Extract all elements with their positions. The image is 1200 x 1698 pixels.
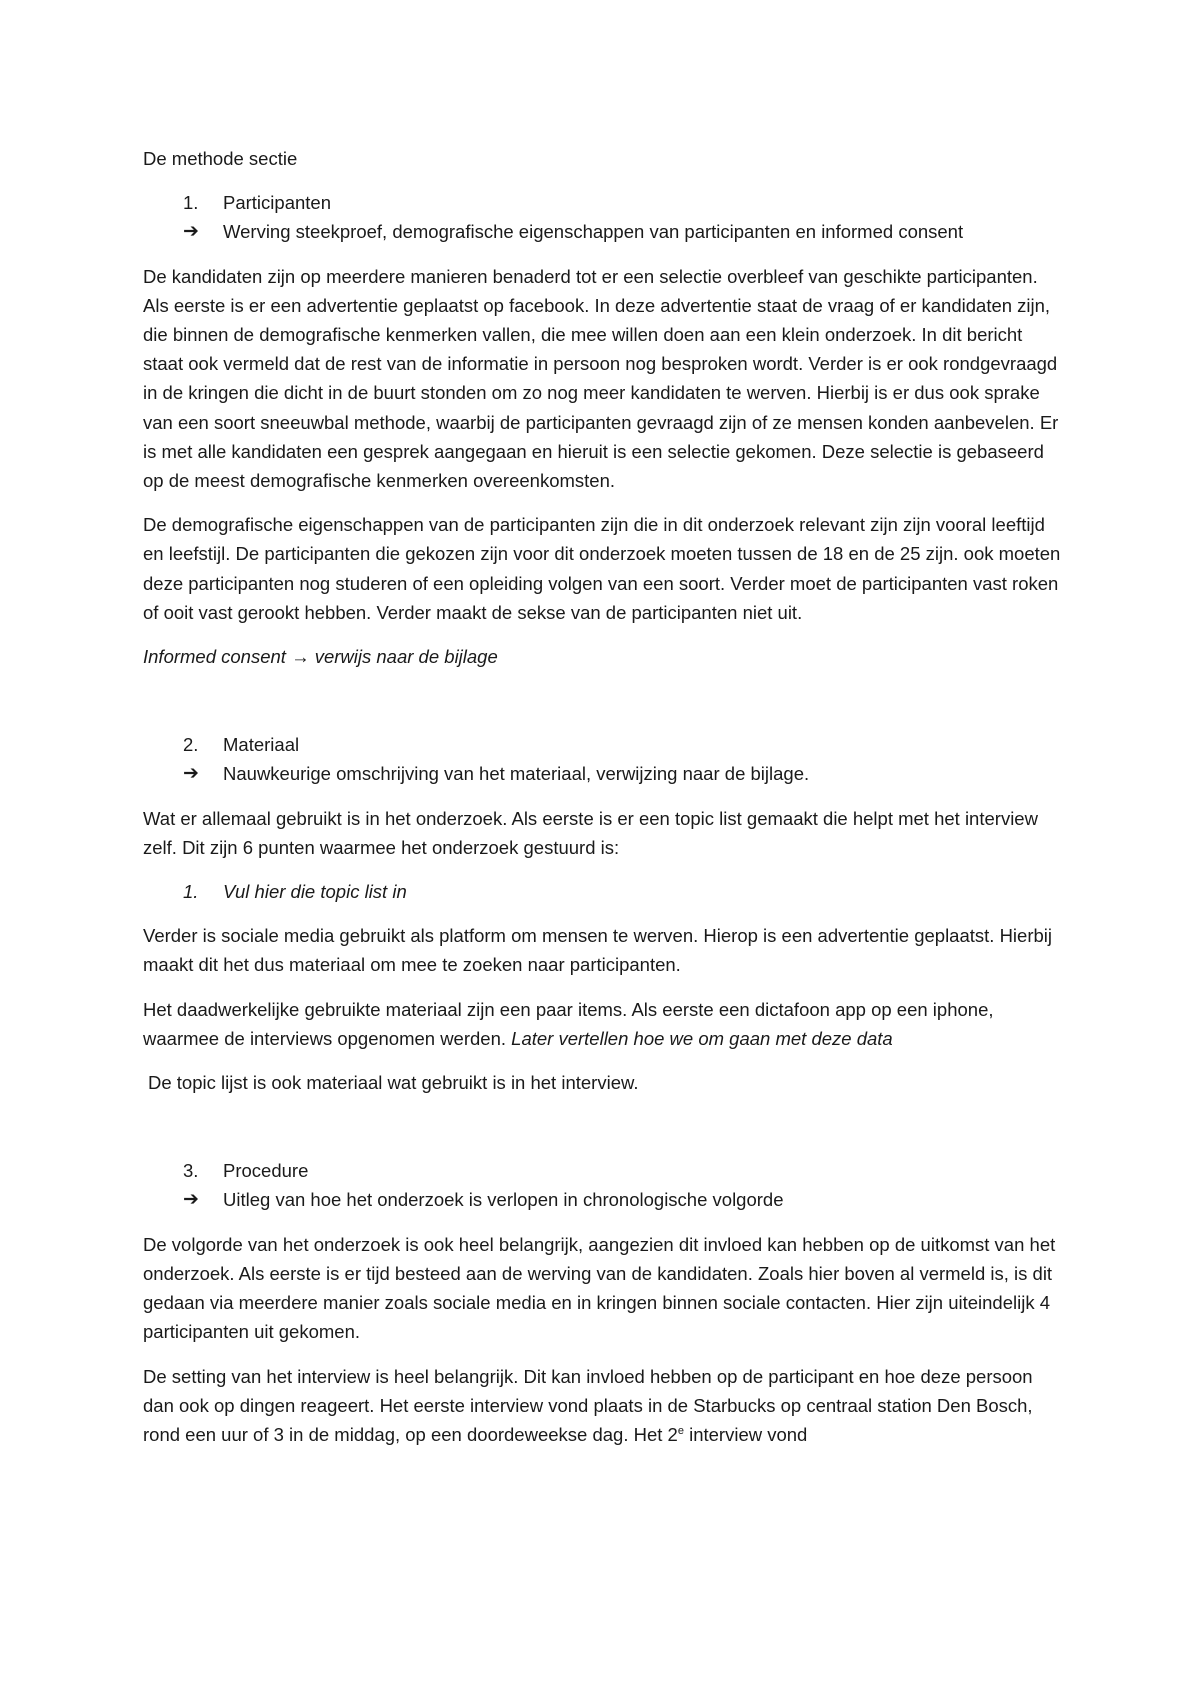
paragraph: De kandidaten zijn op meerdere manieren benaderd tot er een selectie overbleef van geschikte participanten. Als eerste is er een advertentie geplaatst op facebook. In deze advertentie staat de vraag of er kandidaten zijn, die binnen de demografische kenmerken vallen, die mee willen doen aan een klein onderzoek. In dit bericht staat ook vermeld dat de rest van de informatie in persoon nog besproken wordt. Verder is er ook rondgevraagd in de kringen die dicht in de buurt stonden om zo nog meer kandidaten te werven. Hierbij is er dus ook sprake van een soort sneeuwbal methode, waarbij de participanten gevraagd zijn of ze mensen konden aanbevelen. Er is met alle kandidaten een gesprek aangegaan en hieruit is een selectie gekomen. Deze selectie is gebaseerd op de meest demografische kenmerken overeenkomsten. [143, 265, 1059, 492]
section-heading-text: Procedure [223, 1160, 309, 1182]
paragraph [143, 1362, 1063, 1450]
superscript: e [677, 1424, 684, 1437]
section-heading-participanten [143, 188, 1063, 217]
paragraph-text-end: interview vond [683, 1423, 808, 1445]
spacer [143, 686, 1063, 730]
arrow-icon: ➔ [183, 763, 199, 785]
section-heading-text: Participanten [223, 192, 331, 214]
section-title: De methode sectie [143, 148, 298, 169]
paragraph: De volgorde van het onderzoek is ook heel belangrijk, aangezien dit invloed kan hebben op de uitkomst van het onderzoek. Als eerste is er tijd besteed aan de werving van de kandidaten. Zoals hier boven al vermeld is, is dit gedaan via meerdere manier zoals sociale media en in kringen binnen sociale contacten. Hier zijn uiteindelijk 4 participanten uit gekomen. [143, 1233, 1056, 1343]
section-number: 3. [183, 1160, 199, 1182]
paragraph-text: Het daadwerkelijke gebruikte materiaal zijn een paar items. Als eerste een dictafoon app op een iphone, waarmee de interviews opgenomen werden. [143, 998, 994, 1049]
subheading-text: Uitleg van hoe het onderzoek is verlopen in chronologische volgorde [223, 1189, 784, 1211]
section-number: 1. [183, 192, 199, 214]
paragraph [143, 995, 1063, 1053]
paragraph: Verder is sociale media gebruikt als platform om mensen te werven. Hierop is een advertentie geplaatst. Hierbij maakt dit het dus materiaal om mee te zoeken naar participanten. [143, 925, 1053, 976]
document-body [143, 144, 1063, 1464]
section-subheading [143, 759, 1063, 788]
section-heading-materiaal [143, 730, 1063, 759]
list-number: 1. [183, 881, 199, 903]
italic-note: Later vertellen hoe we om gaan met deze data [511, 1027, 893, 1049]
list-item-text: Vul hier die topic list in [223, 881, 407, 903]
paragraph: De topic lijst is ook materiaal wat gebruikt is in het interview. [148, 1072, 639, 1094]
subheading-text: Nauwkeurige omschrijving van het materiaal, verwijzing naar de bijlage. [223, 763, 810, 785]
topic-list-item [143, 877, 1063, 906]
paragraph-text: De setting van het interview is heel belangrijk. Dit kan invloed hebben op de participant en hoe deze persoon dan ook op dingen reageert. Het eerste interview vond plaats in de Starbucks op centraal station Den Bosch, rond een uur of 3 in de middag, op een doordeweekse dag. Het 2 [143, 1365, 1033, 1445]
arrow-icon: ➔ [183, 221, 199, 243]
paragraph: Wat er allemaal gebruikt is in het onderzoek. Als eerste is er een topic list gemaakt die helpt met het interview zelf. Dit zijn 6 punten waarmee het onderzoek gestuurd is: [143, 807, 1038, 858]
section-subheading [143, 1185, 1063, 1214]
spacer [143, 1112, 1063, 1156]
section-heading-procedure [143, 1156, 1063, 1185]
section-number: 2. [183, 734, 199, 756]
arrow-icon: ➔ [183, 1189, 199, 1211]
paragraph: De demografische eigenschappen van de participanten zijn die in dit onderzoek relevant zijn zijn vooral leeftijd en leefstijl. De participanten die gekozen zijn voor dit onderzoek moeten tussen de 18 en de 25 zijn. ook moeten deze participanten nog studeren of een opleiding volgen van een soort. Verder moet de participanten vast roken of ooit vast gerookt hebben. Verder maakt de sekse van de participanten niet uit. [143, 514, 1061, 623]
informed-consent-note: Informed consent → verwijs naar de bijlage [143, 646, 498, 668]
section-heading-text: Materiaal [223, 734, 300, 756]
subheading-text: Werving steekproef, demografische eigenschappen van participanten en informed consent [223, 221, 964, 243]
section-subheading [143, 217, 1063, 246]
